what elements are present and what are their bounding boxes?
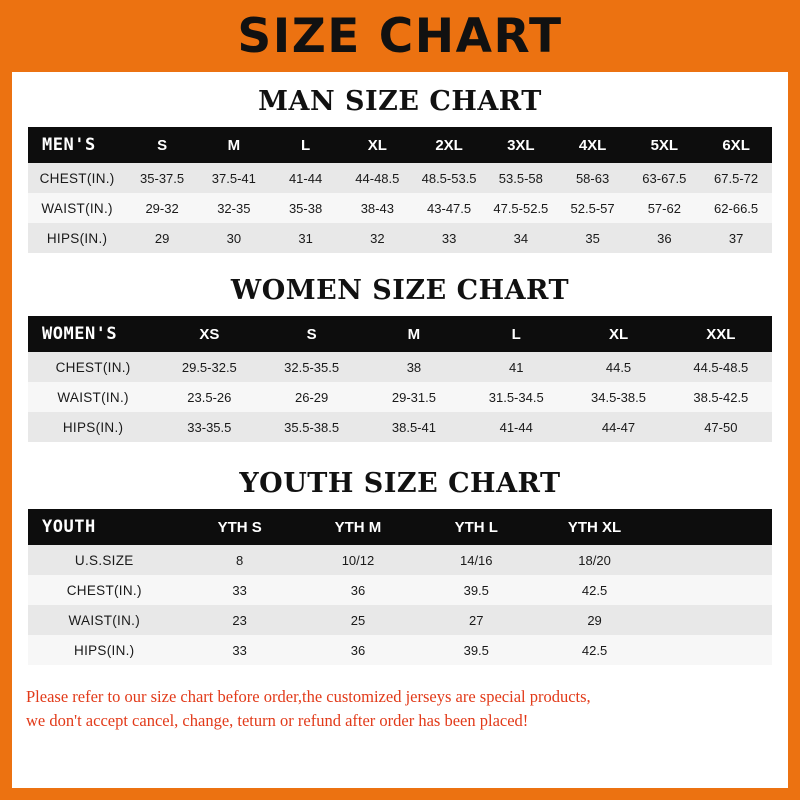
row-label: WAIST(IN.)	[28, 605, 181, 635]
table-cell: 44.5	[567, 352, 669, 382]
youth-section-title: YOUTH SIZE CHART	[239, 468, 561, 499]
table-row	[28, 545, 772, 575]
row-label: CHEST(IN.)	[28, 352, 158, 382]
footer-note-line-2: we don't accept cancel, change, teturn or refund after order has been placed!	[26, 710, 529, 730]
column-header: M	[363, 316, 465, 352]
table-header-row	[28, 509, 772, 545]
column-header: YTH XL	[535, 509, 653, 545]
table-cell: 29	[535, 605, 653, 635]
table-cell: 33-35.5	[158, 412, 260, 442]
table-row	[28, 223, 772, 253]
table-cell: 31.5-34.5	[465, 382, 567, 412]
table-cell: 38	[363, 352, 465, 382]
table-cell: 42.5	[535, 575, 653, 605]
table-cell: 37.5-41	[198, 163, 270, 193]
column-header: 5XL	[628, 127, 700, 163]
table-cell: 32.5-35.5	[260, 352, 362, 382]
table-row	[28, 163, 772, 193]
page-banner	[0, 0, 800, 72]
table-header-row	[28, 127, 772, 163]
column-header	[654, 509, 772, 545]
column-header: YOUTH	[28, 509, 181, 545]
table-cell: 36	[628, 223, 700, 253]
row-label: WAIST(IN.)	[28, 382, 158, 412]
column-header: XXL	[670, 316, 772, 352]
table-cell: 44.5-48.5	[670, 352, 772, 382]
table-cell: 32-35	[198, 193, 270, 223]
row-label: WAIST(IN.)	[28, 193, 126, 223]
column-header: 6XL	[700, 127, 772, 163]
table-cell	[654, 545, 772, 575]
table-cell: 48.5-53.5	[413, 163, 485, 193]
footer-note	[26, 685, 774, 733]
table-cell: 67.5-72	[700, 163, 772, 193]
table-cell: 29	[126, 223, 198, 253]
table-cell	[654, 635, 772, 665]
youth-size-table	[28, 509, 772, 665]
column-header: S	[260, 316, 362, 352]
table-cell: 29-31.5	[363, 382, 465, 412]
table-cell: 32	[341, 223, 413, 253]
table-cell: 39.5	[417, 635, 535, 665]
table-cell: 31	[270, 223, 342, 253]
column-header: XL	[341, 127, 413, 163]
table-row	[28, 605, 772, 635]
row-label: HIPS(IN.)	[28, 635, 181, 665]
table-cell: 30	[198, 223, 270, 253]
column-header: L	[465, 316, 567, 352]
table-cell: 35-37.5	[126, 163, 198, 193]
table-cell: 44-48.5	[341, 163, 413, 193]
table-cell: 44-47	[567, 412, 669, 442]
table-cell: 38-43	[341, 193, 413, 223]
row-label: HIPS(IN.)	[28, 412, 158, 442]
women-section	[12, 275, 788, 442]
column-header: XS	[158, 316, 260, 352]
table-cell: 35	[557, 223, 629, 253]
table-row	[28, 635, 772, 665]
table-cell: 33	[413, 223, 485, 253]
table-cell: 29-32	[126, 193, 198, 223]
table-cell: 35-38	[270, 193, 342, 223]
row-label: U.S.SIZE	[28, 545, 181, 575]
column-header: MEN'S	[28, 127, 126, 163]
column-header: S	[126, 127, 198, 163]
table-cell: 36	[299, 635, 417, 665]
table-cell: 33	[181, 575, 299, 605]
table-row	[28, 352, 772, 382]
table-cell	[654, 575, 772, 605]
table-cell: 29.5-32.5	[158, 352, 260, 382]
table-row	[28, 575, 772, 605]
table-cell: 18/20	[535, 545, 653, 575]
table-cell: 23	[181, 605, 299, 635]
table-header-row	[28, 316, 772, 352]
row-label: HIPS(IN.)	[28, 223, 126, 253]
table-cell	[654, 605, 772, 635]
table-cell: 10/12	[299, 545, 417, 575]
table-cell: 37	[700, 223, 772, 253]
table-cell: 57-62	[628, 193, 700, 223]
table-cell: 35.5-38.5	[260, 412, 362, 442]
table-cell: 58-63	[557, 163, 629, 193]
table-cell: 34	[485, 223, 557, 253]
man-section-title: MAN SIZE CHART	[258, 86, 542, 117]
table-row	[28, 193, 772, 223]
table-row	[28, 382, 772, 412]
table-row	[28, 412, 772, 442]
column-header: 2XL	[413, 127, 485, 163]
table-cell: 34.5-38.5	[567, 382, 669, 412]
table-cell: 43-47.5	[413, 193, 485, 223]
table-cell: 14/16	[417, 545, 535, 575]
column-header: M	[198, 127, 270, 163]
table-cell: 41	[465, 352, 567, 382]
youth-section	[12, 468, 788, 665]
table-cell: 23.5-26	[158, 382, 260, 412]
table-cell: 41-44	[465, 412, 567, 442]
man-section	[12, 86, 788, 253]
column-header: YTH L	[417, 509, 535, 545]
table-cell: 36	[299, 575, 417, 605]
column-header: 4XL	[557, 127, 629, 163]
column-header: XL	[567, 316, 669, 352]
row-label: CHEST(IN.)	[28, 575, 181, 605]
table-cell: 41-44	[270, 163, 342, 193]
table-cell: 25	[299, 605, 417, 635]
column-header: 3XL	[485, 127, 557, 163]
bottom-accent-bar	[0, 788, 800, 800]
man-size-table	[28, 127, 772, 253]
table-cell: 62-66.5	[700, 193, 772, 223]
column-header: YTH M	[299, 509, 417, 545]
table-cell: 38.5-41	[363, 412, 465, 442]
table-cell: 63-67.5	[628, 163, 700, 193]
table-cell: 8	[181, 545, 299, 575]
footer-note-line-1: Please refer to our size chart before order,the customized jerseys are special products,	[26, 687, 591, 706]
table-cell: 26-29	[260, 382, 362, 412]
table-cell: 47-50	[670, 412, 772, 442]
column-header: YTH S	[181, 509, 299, 545]
women-size-table	[28, 316, 772, 442]
women-section-title: WOMEN SIZE CHART	[230, 275, 570, 306]
table-cell: 53.5-58	[485, 163, 557, 193]
row-label: CHEST(IN.)	[28, 163, 126, 193]
table-cell: 52.5-57	[557, 193, 629, 223]
table-cell: 42.5	[535, 635, 653, 665]
table-cell: 27	[417, 605, 535, 635]
table-cell: 39.5	[417, 575, 535, 605]
column-header: WOMEN'S	[28, 316, 158, 352]
column-header: L	[270, 127, 342, 163]
page-title: SIZE CHART	[237, 8, 563, 64]
table-cell: 38.5-42.5	[670, 382, 772, 412]
table-cell: 47.5-52.5	[485, 193, 557, 223]
table-cell: 33	[181, 635, 299, 665]
